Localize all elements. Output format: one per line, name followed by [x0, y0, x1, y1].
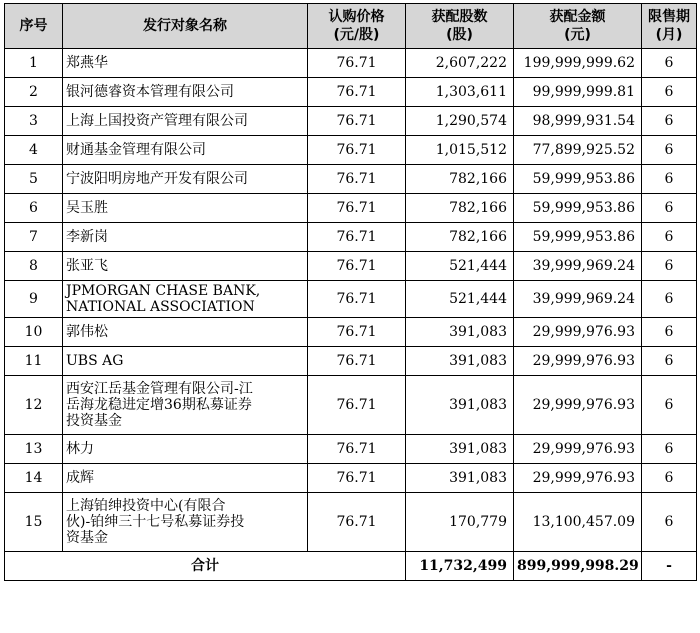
cell-amount: 59,999,953.86	[514, 194, 642, 223]
cell-price: 76.71	[308, 223, 406, 252]
cell-lock: 6	[642, 136, 697, 165]
cell-shares: 1,015,512	[406, 136, 514, 165]
total-lock: -	[642, 552, 697, 581]
cell-lock: 6	[642, 435, 697, 464]
cell-amount: 77,899,925.52	[514, 136, 642, 165]
table-row	[5, 223, 697, 252]
table-row	[5, 49, 697, 78]
cell-amount: 29,999,976.93	[514, 318, 642, 347]
cell-price: 76.71	[308, 136, 406, 165]
cell-name: 李新岗	[63, 223, 308, 252]
cell-lock: 6	[642, 107, 697, 136]
cell-seq: 12	[5, 376, 63, 435]
cell-lock: 6	[642, 252, 697, 281]
allocation-table	[4, 3, 697, 581]
cell-seq: 7	[5, 223, 63, 252]
cell-shares: 782,166	[406, 165, 514, 194]
cell-lock: 6	[642, 165, 697, 194]
cell-seq: 1	[5, 49, 63, 78]
cell-name: 上海铂绅投资中心(有限合 伙)-铂绅三十七号私募证券投 资基金	[63, 493, 308, 552]
total-shares: 11,732,499	[406, 552, 514, 581]
cell-lock: 6	[642, 347, 697, 376]
table-row	[5, 78, 697, 107]
cell-seq: 4	[5, 136, 63, 165]
cell-shares: 391,083	[406, 435, 514, 464]
cell-price: 76.71	[308, 107, 406, 136]
cell-name: 银河德睿资本管理有限公司	[63, 78, 308, 107]
cell-shares: 391,083	[406, 347, 514, 376]
cell-price: 76.71	[308, 318, 406, 347]
cell-amount: 29,999,976.93	[514, 376, 642, 435]
cell-shares: 391,083	[406, 376, 514, 435]
cell-price: 76.71	[308, 281, 406, 318]
cell-name: JPMORGAN CHASE BANK, NATIONAL ASSOCIATION	[63, 281, 308, 318]
cell-amount: 29,999,976.93	[514, 464, 642, 493]
cell-price: 76.71	[308, 493, 406, 552]
cell-seq: 2	[5, 78, 63, 107]
cell-name: 上海上国投资产管理有限公司	[63, 107, 308, 136]
cell-amount: 39,999,969.24	[514, 281, 642, 318]
cell-name: 郭伟松	[63, 318, 308, 347]
cell-amount: 199,999,999.62	[514, 49, 642, 78]
cell-amount: 29,999,976.93	[514, 347, 642, 376]
cell-shares: 782,166	[406, 194, 514, 223]
header-row	[5, 4, 697, 49]
cell-shares: 2,607,222	[406, 49, 514, 78]
total-amount: 899,999,998.29	[514, 552, 642, 581]
cell-amount: 98,999,931.54	[514, 107, 642, 136]
cell-name: 林力	[63, 435, 308, 464]
table-row	[5, 464, 697, 493]
total-row	[5, 552, 697, 581]
cell-seq: 3	[5, 107, 63, 136]
table-row	[5, 136, 697, 165]
cell-name: 郑燕华	[63, 49, 308, 78]
cell-seq: 6	[5, 194, 63, 223]
header-shares: 获配股数 (股)	[406, 4, 514, 49]
table-row	[5, 435, 697, 464]
cell-lock: 6	[642, 464, 697, 493]
total-label: 合计	[5, 552, 406, 581]
cell-lock: 6	[642, 318, 697, 347]
cell-seq: 9	[5, 281, 63, 318]
cell-seq: 14	[5, 464, 63, 493]
table-row	[5, 165, 697, 194]
header-name: 发行对象名称	[63, 4, 308, 49]
cell-lock: 6	[642, 223, 697, 252]
cell-lock: 6	[642, 376, 697, 435]
table-row	[5, 318, 697, 347]
cell-amount: 39,999,969.24	[514, 252, 642, 281]
table-row	[5, 107, 697, 136]
table-row	[5, 493, 697, 552]
header-amount: 获配金额 (元)	[514, 4, 642, 49]
cell-lock: 6	[642, 281, 697, 318]
cell-amount: 29,999,976.93	[514, 435, 642, 464]
cell-price: 76.71	[308, 252, 406, 281]
cell-shares: 521,444	[406, 252, 514, 281]
cell-name: 张亚飞	[63, 252, 308, 281]
cell-shares: 391,083	[406, 464, 514, 493]
cell-price: 76.71	[308, 376, 406, 435]
cell-lock: 6	[642, 78, 697, 107]
cell-name: UBS AG	[63, 347, 308, 376]
table-row	[5, 194, 697, 223]
cell-seq: 15	[5, 493, 63, 552]
table-row	[5, 376, 697, 435]
table-row	[5, 252, 697, 281]
cell-shares: 1,303,611	[406, 78, 514, 107]
cell-price: 76.71	[308, 194, 406, 223]
cell-name: 财通基金管理有限公司	[63, 136, 308, 165]
cell-name: 西安江岳基金管理有限公司-江 岳海龙稳进定增36期私募证券 投资基金	[63, 376, 308, 435]
cell-shares: 391,083	[406, 318, 514, 347]
cell-shares: 170,779	[406, 493, 514, 552]
cell-shares: 521,444	[406, 281, 514, 318]
header-lock: 限售期 (月)	[642, 4, 697, 49]
cell-amount: 59,999,953.86	[514, 165, 642, 194]
cell-price: 76.71	[308, 464, 406, 493]
cell-name: 宁波阳明房地产开发有限公司	[63, 165, 308, 194]
cell-price: 76.71	[308, 49, 406, 78]
cell-name: 吴玉胜	[63, 194, 308, 223]
table-row	[5, 347, 697, 376]
cell-price: 76.71	[308, 347, 406, 376]
cell-shares: 782,166	[406, 223, 514, 252]
cell-price: 76.71	[308, 78, 406, 107]
cell-price: 76.71	[308, 435, 406, 464]
cell-amount: 99,999,999.81	[514, 78, 642, 107]
cell-seq: 5	[5, 165, 63, 194]
cell-lock: 6	[642, 49, 697, 78]
cell-amount: 13,100,457.09	[514, 493, 642, 552]
cell-lock: 6	[642, 493, 697, 552]
cell-seq: 11	[5, 347, 63, 376]
cell-shares: 1,290,574	[406, 107, 514, 136]
cell-seq: 13	[5, 435, 63, 464]
cell-seq: 8	[5, 252, 63, 281]
cell-amount: 59,999,953.86	[514, 223, 642, 252]
cell-name: 成辉	[63, 464, 308, 493]
cell-seq: 10	[5, 318, 63, 347]
cell-lock: 6	[642, 194, 697, 223]
header-seq: 序号	[5, 4, 63, 49]
header-price: 认购价格 (元/股)	[308, 4, 406, 49]
cell-price: 76.71	[308, 165, 406, 194]
table-row	[5, 281, 697, 318]
